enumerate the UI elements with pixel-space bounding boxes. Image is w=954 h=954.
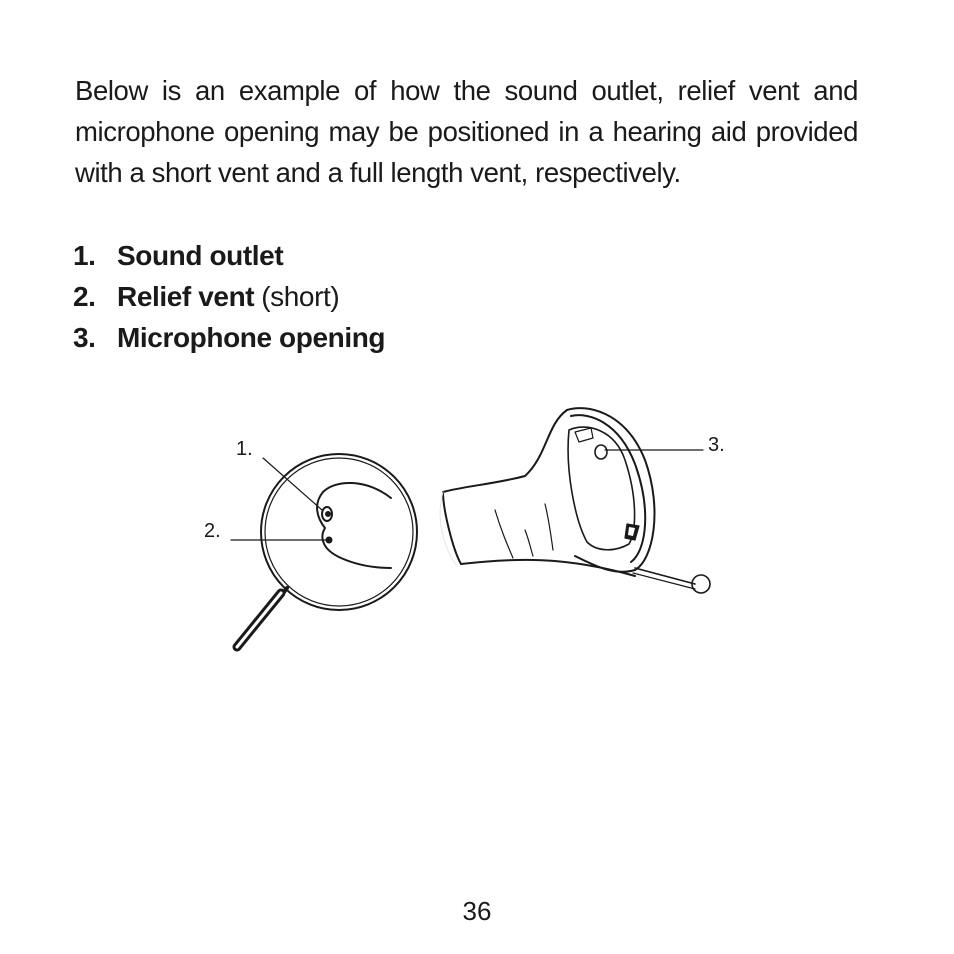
hearing-aid-drawing <box>195 400 755 670</box>
callout-3-label: 3. <box>708 434 725 456</box>
intro-line-3: with a short vent and a full length vent, respectively. <box>75 157 681 188</box>
list-item <box>73 317 385 358</box>
parts-list <box>73 235 385 358</box>
list-item-number: 1. <box>73 240 96 271</box>
list-item-label: Sound outlet <box>117 240 284 271</box>
callout-2-label: 2. <box>204 520 221 542</box>
list-item <box>73 235 385 276</box>
list-item <box>73 276 385 317</box>
list-item-label: Microphone opening <box>117 322 386 353</box>
intro-paragraph <box>75 70 858 193</box>
list-item-number: 2. <box>73 281 96 312</box>
intro-line-1: Below is an example of how the sound outlet, relief vent and <box>75 75 858 106</box>
list-item-number: 3. <box>73 322 96 353</box>
list-item-note: (short) <box>261 281 340 312</box>
intro-line-2: microphone opening may be positioned in a hearing aid provided <box>75 116 858 147</box>
callout-1-label: 1. <box>236 438 253 460</box>
list-item-label: Relief vent <box>117 281 255 312</box>
magnifier-icon <box>231 454 417 647</box>
hearing-aid-illustration <box>195 400 755 670</box>
hearing-aid-shell <box>440 408 710 593</box>
page-number: 36 <box>462 896 492 926</box>
